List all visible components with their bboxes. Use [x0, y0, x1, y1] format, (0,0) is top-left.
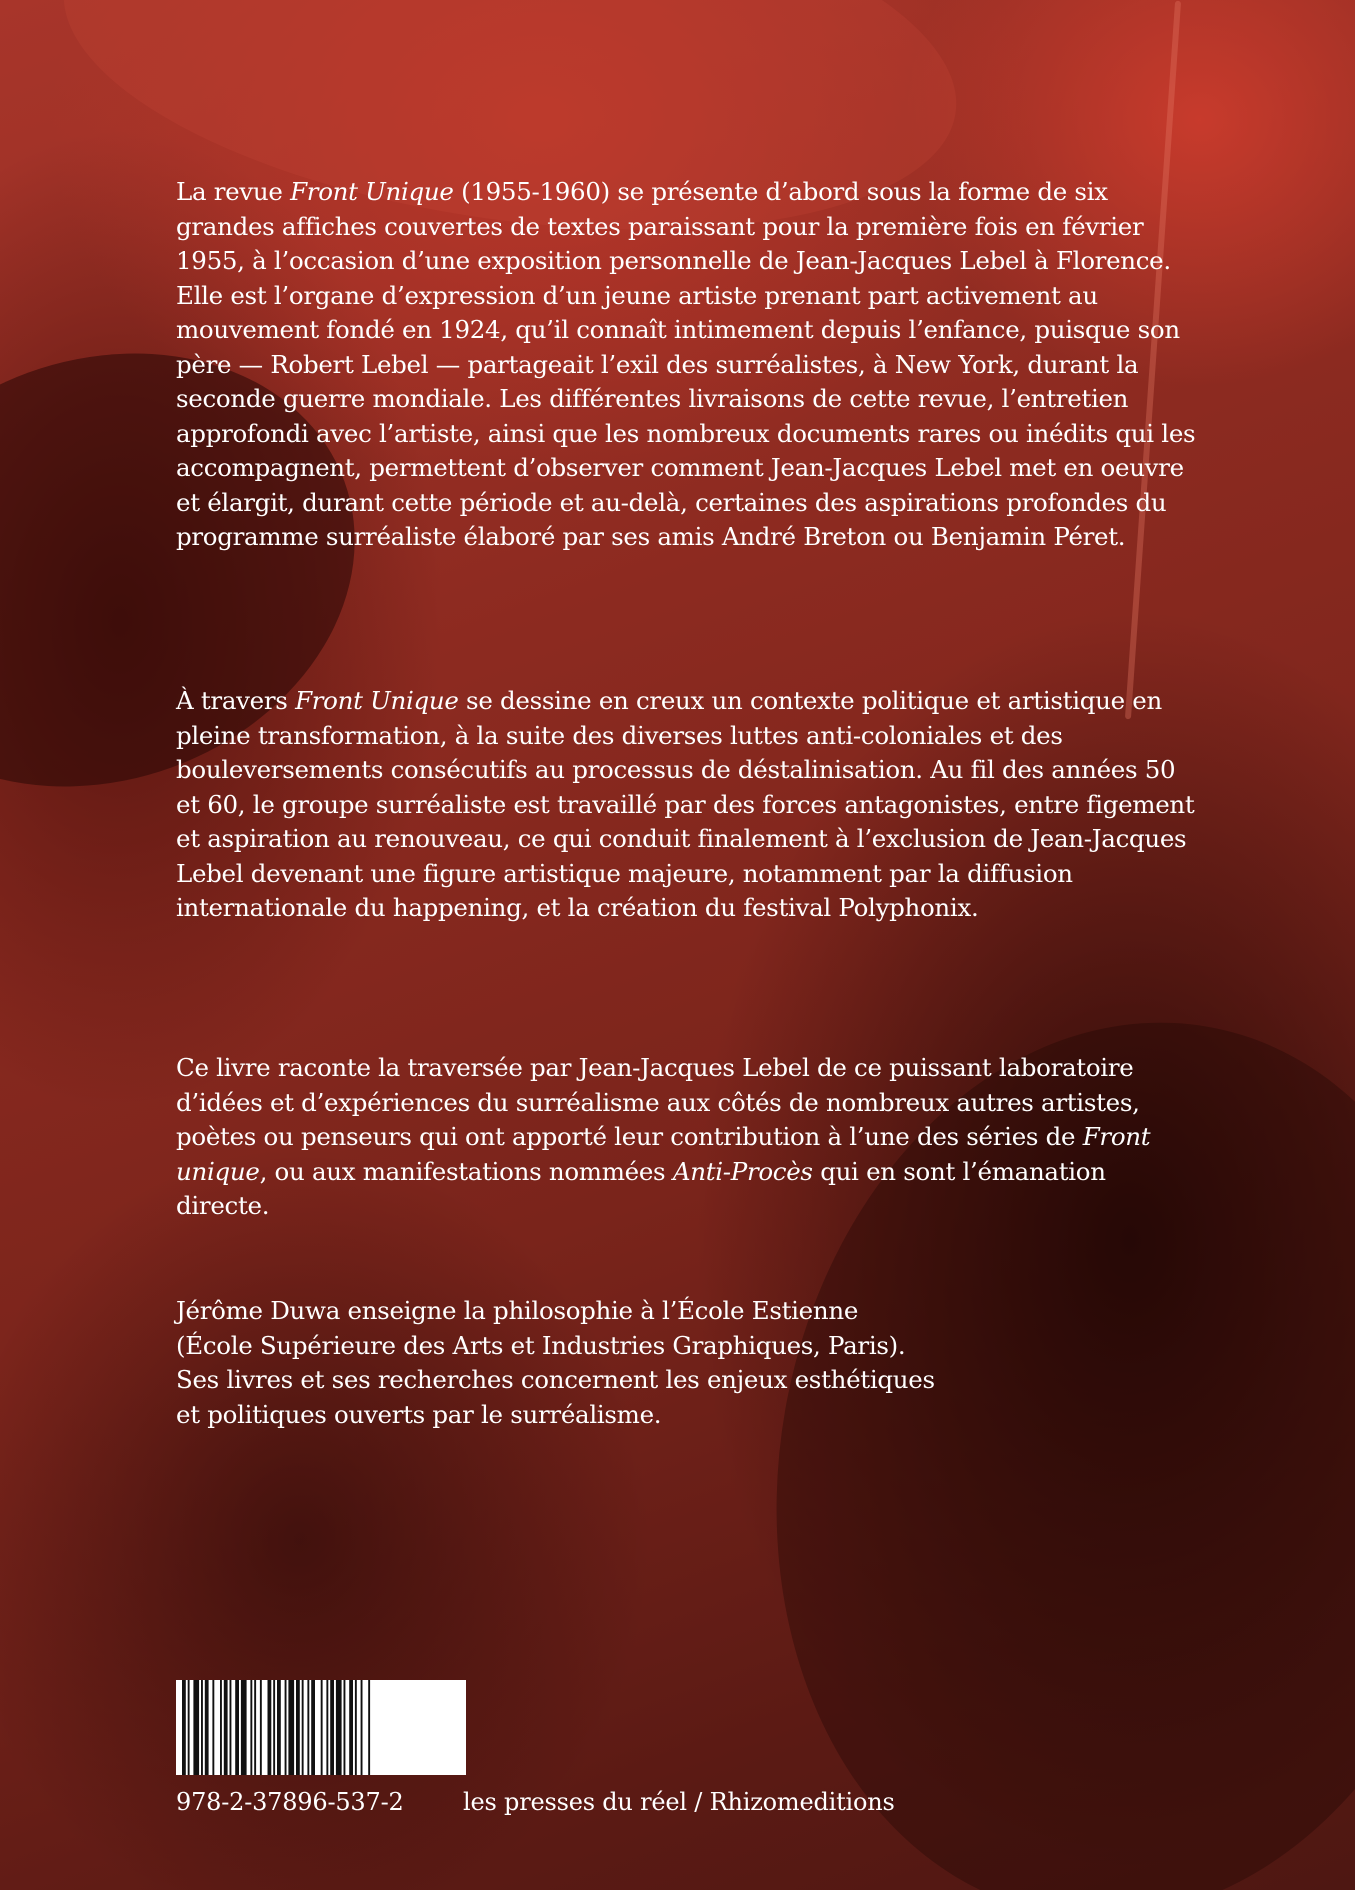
barcode-bar: [220, 1680, 222, 1775]
text-span: qui en sont l’émanation directe.: [176, 1156, 1106, 1220]
bio-line: Jérôme Duwa enseigne la philosophie à l’École Estienne: [176, 1296, 859, 1325]
barcode-bar: [250, 1680, 252, 1775]
barcode-bar: [230, 1680, 232, 1775]
barcode-bar: [273, 1680, 275, 1775]
barcode-bar: [193, 1680, 199, 1775]
barcode-bar: [321, 1680, 323, 1775]
barcode-bar: [268, 1680, 272, 1775]
barcode-bar: [311, 1680, 315, 1775]
isbn-number: 978-2-37896-537-2: [176, 1788, 404, 1816]
barcode-bar: [188, 1680, 190, 1775]
barcode-bar: [182, 1680, 186, 1775]
barcode-bar: [285, 1680, 287, 1775]
summary-paragraph-2: [176, 684, 1206, 926]
barcode-bar: [344, 1680, 346, 1775]
isbn-barcode: [176, 1680, 466, 1775]
barcode-bar: [277, 1680, 281, 1775]
bio-line: Ses livres et ses recherches concernent les enjeux esthétiques: [176, 1365, 935, 1394]
barcode-bar: [201, 1680, 203, 1775]
barcode-bar: [361, 1680, 363, 1775]
barcode-bar: [260, 1680, 262, 1775]
barcode-image: [176, 1680, 466, 1775]
barcode-bar: [235, 1680, 239, 1775]
event-title-italic: Anti-Procès: [672, 1156, 813, 1186]
review-title-italic: Front Unique: [295, 686, 459, 715]
barcode-bar: [368, 1680, 370, 1775]
barcode-bar: [254, 1680, 256, 1775]
barcode-bar: [330, 1680, 334, 1775]
text-span: (1955-1960) se présente d’abord sous la forme de six grandes affiches couvertes de textes paraissant pour la première fois en février 1955, à l’occasion d’une exposition personnelle de Jean-Jacques Lebel à Florence. Elle est l’organe d’expression d’un jeune artiste prenant part activement au mouvement fondé en 1924, qu’il connaît intimement depuis l’enfance, puisque son père — Robert Lebel — partageait l’exil des surréalistes, à New York, durant la seconde guerre mondiale. Les différentes livraisons de cette revue, l’entretien approfondi avec l’artiste, ainsi que les nombreux documents rares ou inédits qui les accompagnent, permettent d’observer comment Jean-Jacques Lebel met en oeuvre et élargit, durant cette période et au-delà, certaines des aspirations profondes du programme surréaliste élaboré par ses amis André Breton ou Benjamin Péret.: [176, 177, 1196, 551]
author-bio: [176, 1294, 1206, 1432]
text-span: Ce livre raconte la traversée par Jean-Jacques Lebel de ce puissant laboratoire d’idées et d’expériences du surréalisme aux côtés de nombreux autres artistes, poètes ou penseurs qui ont apporté leur contribution à l’une des séries de: [176, 1053, 1140, 1151]
text-span: se dessine en creux un contexte politique et artistique en pleine transformation, à la suite des diverses luttes anti-coloniales et des bouleversements consécutifs au processus de déstalinisation. Au fil des années 50 et 60, le groupe surréaliste est travaillé par des forces antagonistes, entre figement et aspiration au renouveau, ce qui conduit finalement à l’exclusion de Jean-Jacques Lebel devenant une figure artistique majeure, notamment par la diffusion internationale du happening, et la création du festival Polyphonix.: [176, 686, 1195, 922]
barcode-bar: [302, 1680, 304, 1775]
text-span: , ou aux manifestations nommées: [259, 1156, 673, 1186]
text-span: À travers: [176, 686, 296, 715]
barcode-bar: [326, 1680, 328, 1775]
barcode-bar: [241, 1680, 247, 1775]
bio-line: (École Supérieure des Arts et Industries Graphiques, Paris).: [176, 1330, 906, 1360]
barcode-bar: [212, 1680, 214, 1775]
barcode-bar: [288, 1680, 294, 1775]
publisher-name: les presses du réel / Rhizomeditions: [463, 1788, 895, 1816]
bio-line: et politiques ouverts par le surréalisme.: [176, 1399, 662, 1429]
barcode-bar: [205, 1680, 209, 1775]
review-title-italic: Front Unique: [290, 177, 454, 206]
barcode-bar: [307, 1680, 309, 1775]
summary-paragraph-1: [176, 175, 1206, 555]
barcode-bar: [224, 1680, 228, 1775]
barcode-bar: [296, 1680, 300, 1775]
summary-paragraph-3: [176, 1051, 1206, 1224]
review-title-italic: Front unique: [176, 1122, 1151, 1186]
barcode-bar: [349, 1680, 353, 1775]
barcode-bar: [355, 1680, 357, 1775]
text-span: La revue: [176, 177, 291, 206]
barcode-bar: [336, 1680, 342, 1775]
